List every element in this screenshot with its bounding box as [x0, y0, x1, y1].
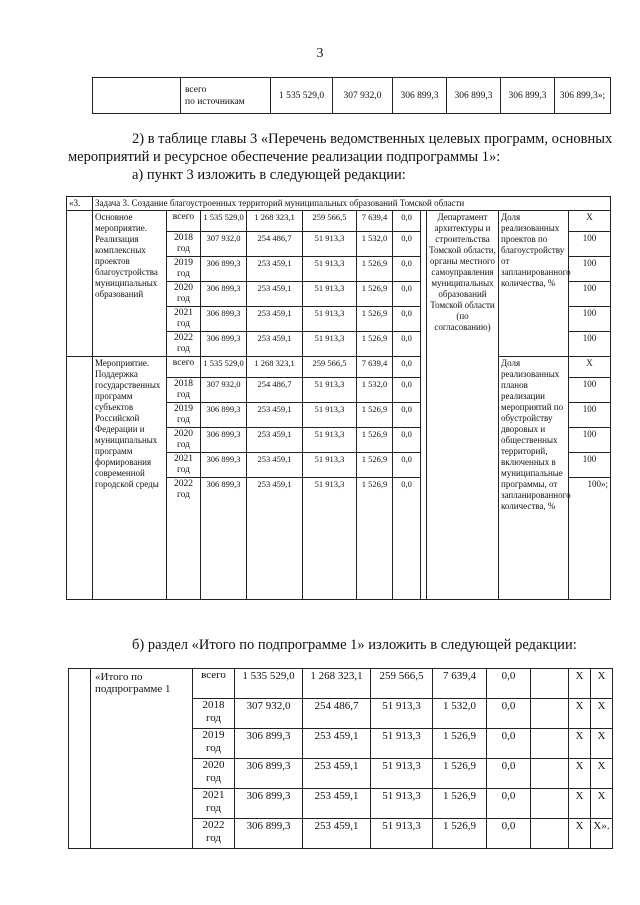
total-amount-cell — [531, 819, 569, 849]
total-amount-cell: 253 459,1 — [303, 759, 371, 789]
measure-name: Мероприятие. Поддержка государственных программ субъектов Российской Федерации и муниципальных программ формирования современной городской среды — [93, 357, 167, 600]
total-amount-cell: 0,0 — [487, 699, 531, 729]
total-amount-cell: 259 566,5 — [371, 669, 433, 699]
amount-cell: 306 899,3 — [201, 332, 247, 357]
target-value: X — [569, 211, 611, 232]
total-year-cell: 2019 год — [193, 729, 235, 759]
total-amount-cell: 306 899,3 — [235, 819, 303, 849]
target-value: 100 — [569, 332, 611, 357]
amount-cell: 0,0 — [393, 211, 421, 232]
total-amount-cell: X — [591, 669, 613, 699]
total-amount-cell: 306 899,3 — [235, 759, 303, 789]
amount-cell: 307 932,0 — [201, 232, 247, 257]
total-year-cell: 2020 год — [193, 759, 235, 789]
total-amount-cell: 0,0 — [487, 819, 531, 849]
amount-cell: 253 459,1 — [247, 282, 303, 307]
task-title: Задача 3. Создание благоустроенных территорий муниципальных образований Томской области — [93, 197, 611, 211]
amount-cell: 307 932,0 — [201, 378, 247, 403]
target-value: 100 — [569, 428, 611, 453]
paragraph-1-line-1: 2) в таблице главы 3 «Перечень ведомственных целевых программ, основных — [132, 131, 613, 147]
total-amount-cell — [531, 759, 569, 789]
year-cell: 2018 год — [167, 232, 201, 257]
top-label-line-2: по источникам — [185, 96, 245, 107]
year-cell: 2018 год — [167, 378, 201, 403]
amount-cell: 51 913,3 — [303, 307, 357, 332]
year-cell: 2022 год — [167, 478, 201, 600]
amount-cell: 0,0 — [393, 453, 421, 478]
year-cell: 2020 год — [167, 428, 201, 453]
total-table-row — [69, 669, 613, 699]
amount-cell: 259 566,5 — [303, 211, 357, 232]
amount-cell: 0,0 — [393, 332, 421, 357]
amount-cell: 306 899,3 — [201, 403, 247, 428]
total-amount-cell: 307 932,0 — [235, 699, 303, 729]
amount-cell: 1 526,9 — [357, 428, 393, 453]
amount-cell: 1 526,9 — [357, 478, 393, 600]
top-empty-cell — [93, 78, 181, 114]
total-amount-cell: 51 913,3 — [371, 819, 433, 849]
row-empty-cell — [67, 211, 93, 357]
total-amount-cell — [531, 669, 569, 699]
total-label: «Итого по подпрограмме 1 — [91, 669, 193, 849]
amount-cell: 1 526,9 — [357, 307, 393, 332]
target-value: 100 — [569, 232, 611, 257]
amount-cell: 7 639,4 — [357, 357, 393, 378]
total-amount-cell: 253 459,1 — [303, 819, 371, 849]
amount-cell: 51 913,3 — [303, 257, 357, 282]
amount-cell: 253 459,1 — [247, 403, 303, 428]
total-amount-cell: 0,0 — [487, 729, 531, 759]
amount-cell: 1 526,9 — [357, 282, 393, 307]
amount-cell: 306 899,3 — [201, 282, 247, 307]
task-3-table — [66, 196, 611, 600]
total-amount-cell: X — [591, 729, 613, 759]
total-amount-cell: X — [591, 759, 613, 789]
amount-cell: 51 913,3 — [303, 478, 357, 600]
year-cell: 2022 год — [167, 332, 201, 357]
amount-cell: 0,0 — [393, 257, 421, 282]
target-value: X — [569, 357, 611, 378]
amount-cell: 0,0 — [393, 282, 421, 307]
total-amount-cell: 0,0 — [487, 789, 531, 819]
total-amount-cell: 0,0 — [487, 669, 531, 699]
amount-cell: 253 459,1 — [247, 332, 303, 357]
amount-cell: 306 899,3 — [201, 478, 247, 600]
page-number: 3 — [316, 46, 324, 61]
target-value: 100 — [569, 453, 611, 478]
total-amount-cell: X — [591, 789, 613, 819]
amount-cell: 1 535 529,0 — [201, 211, 247, 232]
year-cell: 2020 год — [167, 282, 201, 307]
amount-cell: 306 899,3 — [201, 428, 247, 453]
amount-cell: 0,0 — [393, 307, 421, 332]
total-amount-cell: 51 913,3 — [371, 789, 433, 819]
total-amount-cell: 51 913,3 — [371, 699, 433, 729]
amount-cell: 1 532,0 — [357, 378, 393, 403]
total-empty-cell — [69, 669, 91, 849]
top-value: 306 899,3 — [447, 78, 501, 114]
total-amount-cell: 1 526,9 — [433, 759, 487, 789]
amount-cell: 253 459,1 — [247, 428, 303, 453]
amount-cell: 0,0 — [393, 478, 421, 600]
total-amount-cell: 1 526,9 — [433, 819, 487, 849]
total-year-cell: 2018 год — [193, 699, 235, 729]
top-value: 306 899,3 — [501, 78, 555, 114]
total-amount-cell: X». — [591, 819, 613, 849]
amount-cell: 1 535 529,0 — [201, 357, 247, 378]
amount-cell: 306 899,3 — [201, 453, 247, 478]
paragraph-3: б) раздел «Итого по подпрограмме 1» изложить в следующей редакции: — [132, 637, 577, 653]
amount-cell: 253 459,1 — [247, 307, 303, 332]
target-value: 100 — [569, 282, 611, 307]
amount-cell: 253 459,1 — [247, 453, 303, 478]
task-table-row — [67, 211, 611, 232]
amount-cell: 0,0 — [393, 357, 421, 378]
amount-cell: 1 526,9 — [357, 332, 393, 357]
total-amount-cell: X — [569, 669, 591, 699]
target-value: 100 — [569, 378, 611, 403]
amount-cell: 0,0 — [393, 378, 421, 403]
amount-cell: 51 913,3 — [303, 232, 357, 257]
amount-cell: 254 486,7 — [247, 378, 303, 403]
indicator-cell: Доля реализованных планов реализации мероприятий по обустройству дворовых и общественных территорий, включенных в муниципальные программы, от запланированного количества, % — [499, 357, 569, 600]
total-table — [68, 668, 613, 849]
amount-cell: 306 899,3 — [201, 307, 247, 332]
total-year-cell: 2021 год — [193, 789, 235, 819]
total-amount-cell — [531, 729, 569, 759]
amount-cell: 51 913,3 — [303, 453, 357, 478]
total-amount-cell: 1 526,9 — [433, 729, 487, 759]
total-amount-cell — [531, 699, 569, 729]
amount-cell: 0,0 — [393, 428, 421, 453]
top-value: 306 899,3 — [393, 78, 447, 114]
amount-cell: 1 526,9 — [357, 453, 393, 478]
total-amount-cell: 253 459,1 — [303, 729, 371, 759]
total-amount-cell: X — [591, 699, 613, 729]
year-cell: всего — [167, 357, 201, 378]
executor-cell: Департамент архитектуры и строительства Томской области, органы местного самоуправления муниципальных образований Томской области (по согласованию) — [427, 211, 499, 600]
amount-cell: 0,0 — [393, 403, 421, 428]
amount-cell: 1 268 323,1 — [247, 357, 303, 378]
amount-cell: 51 913,3 — [303, 403, 357, 428]
total-year-cell: всего — [193, 669, 235, 699]
total-amount-cell: 1 268 323,1 — [303, 669, 371, 699]
amount-cell: 1 532,0 — [357, 232, 393, 257]
top-value: 307 932,0 — [333, 78, 393, 114]
top-label-line-1: всего — [185, 84, 207, 95]
total-year-cell: 2022 год — [193, 819, 235, 849]
amount-cell: 259 566,5 — [303, 357, 357, 378]
amount-cell: 51 913,3 — [303, 282, 357, 307]
top-value: 306 899,3»; — [555, 78, 611, 114]
amount-cell: 0,0 — [393, 232, 421, 257]
target-value: 100 — [569, 257, 611, 282]
top-value: 1 535 529,0 — [271, 78, 333, 114]
target-value: 100»; — [569, 478, 611, 600]
total-amount-cell: 51 913,3 — [371, 759, 433, 789]
amount-cell: 1 526,9 — [357, 257, 393, 282]
total-amount-cell: X — [569, 759, 591, 789]
task-number: «3. — [67, 197, 93, 211]
total-amount-cell: 0,0 — [487, 759, 531, 789]
total-amount-cell: X — [569, 789, 591, 819]
year-cell: 2019 год — [167, 257, 201, 282]
amount-cell: 254 486,7 — [247, 232, 303, 257]
task-table-row — [67, 357, 611, 378]
total-amount-cell: X — [569, 819, 591, 849]
row-empty-cell — [67, 357, 93, 600]
paragraph-1 — [68, 130, 618, 166]
paragraph-1-line-2: мероприятий и ресурсное обеспечение реализации подпрограммы 1»: — [68, 149, 501, 165]
indicator-cell: Доля реализованных проектов по благоустройству от запланированного количества, % — [499, 211, 569, 357]
total-amount-cell — [531, 789, 569, 819]
total-amount-cell: 1 526,9 — [433, 789, 487, 819]
total-amount-cell: 254 486,7 — [303, 699, 371, 729]
top-label — [181, 78, 271, 114]
measure-name: Основное мероприятие. Реализация комплексных проектов благоустройства муниципальных образований — [93, 211, 167, 357]
total-amount-cell: 1 535 529,0 — [235, 669, 303, 699]
total-amount-cell: 306 899,3 — [235, 789, 303, 819]
total-amount-cell: 253 459,1 — [303, 789, 371, 819]
total-amount-cell: X — [569, 729, 591, 759]
amount-cell: 253 459,1 — [247, 478, 303, 600]
paragraph-2: а) пункт 3 изложить в следующей редакции: — [132, 167, 406, 183]
target-value: 100 — [569, 307, 611, 332]
year-cell: 2021 год — [167, 453, 201, 478]
year-cell: 2021 год — [167, 307, 201, 332]
amount-cell: 51 913,3 — [303, 332, 357, 357]
amount-cell: 1 268 323,1 — [247, 211, 303, 232]
amount-cell: 7 639,4 — [357, 211, 393, 232]
amount-cell: 51 913,3 — [303, 428, 357, 453]
amount-cell: 253 459,1 — [247, 257, 303, 282]
year-cell: 2019 год — [167, 403, 201, 428]
amount-cell: 306 899,3 — [201, 257, 247, 282]
top-fragment-table — [92, 77, 611, 114]
total-amount-cell: 7 639,4 — [433, 669, 487, 699]
total-amount-cell: 51 913,3 — [371, 729, 433, 759]
year-cell: всего — [167, 211, 201, 232]
amount-cell: 1 526,9 — [357, 403, 393, 428]
target-value: 100 — [569, 403, 611, 428]
amount-cell: 51 913,3 — [303, 378, 357, 403]
total-amount-cell: 1 532,0 — [433, 699, 487, 729]
total-amount-cell: X — [569, 699, 591, 729]
total-amount-cell: 306 899,3 — [235, 729, 303, 759]
